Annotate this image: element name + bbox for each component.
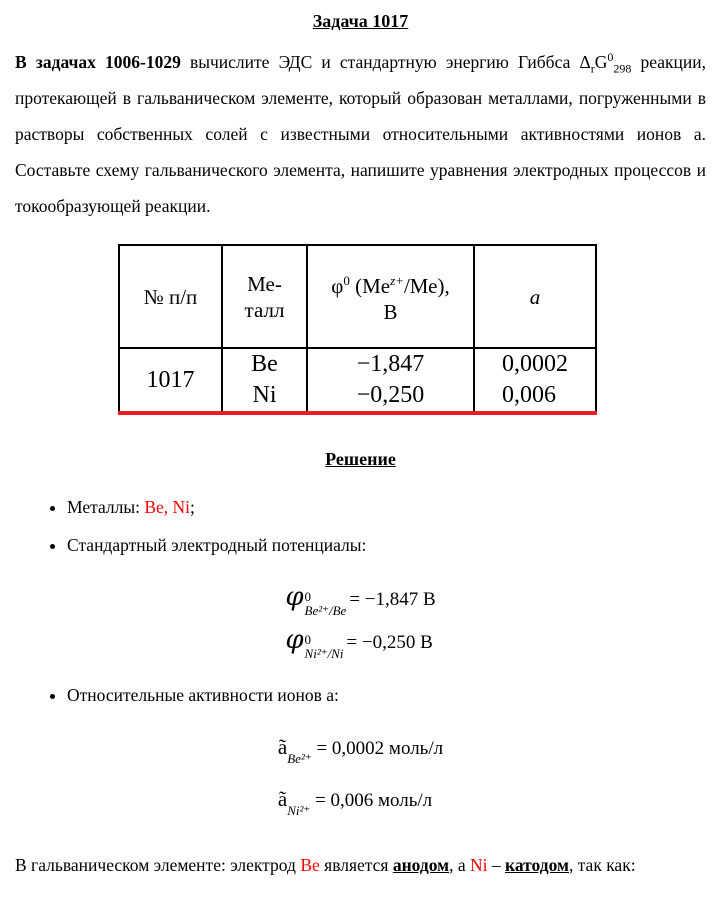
a-tilde-symbol: ã xyxy=(277,735,288,759)
phi-symbol: φ xyxy=(285,582,304,612)
cell-potentials xyxy=(307,348,474,413)
conclusion-paragraph xyxy=(15,847,706,883)
statement-text-2: реакции, протекающей в гальваническом элементе, который образован металлами, погруженными в растворы собственных солей с известными относительными активностями ионов а. Составьте схему гальванического элемента, напишите уравнения электродных процессов и токообразующей реакции. xyxy=(15,52,706,216)
activities-bullet-list xyxy=(15,677,706,713)
table-data-row xyxy=(119,348,596,413)
metal-header-line1: Ме- xyxy=(247,271,282,296)
metal-header-line2: талл xyxy=(244,297,285,322)
phi-be-subscript: Be²⁺/Be xyxy=(304,602,347,618)
gibbs-energy-formula xyxy=(579,50,632,76)
cell-metals xyxy=(222,348,307,413)
cell-problem-number: 1017 xyxy=(119,348,222,413)
gibbs-subscript: 298 xyxy=(613,61,632,76)
delta-subscript: r xyxy=(590,61,595,76)
potential-2: −0,250 xyxy=(356,382,425,408)
bullet-metals xyxy=(67,489,706,525)
bullet-potentials: • Стандартный электродный потенциалы: xyxy=(67,527,706,563)
activity-equations xyxy=(278,727,443,831)
metals-data-table xyxy=(118,244,597,415)
problem-range-bold: В задачах 1006-1029 xyxy=(15,52,181,72)
metals-end: ; xyxy=(190,497,195,517)
equation-phi-ni xyxy=(285,620,435,663)
potential-1: −1,847 xyxy=(356,351,425,377)
activity-1: 0,0002 xyxy=(502,351,568,377)
problem-statement xyxy=(15,44,706,224)
phi-mid-text: (Me xyxy=(349,274,391,298)
conclusion-text-5: , так как: xyxy=(568,855,636,876)
a-be-subscript: Be²⁺ xyxy=(287,751,312,767)
delta-symbol: Δ xyxy=(579,52,591,72)
phi-tail-text: /Ме), xyxy=(403,274,450,298)
phi-ni-value: = −0,250 В xyxy=(346,632,433,653)
metal-2: Ni xyxy=(252,382,277,408)
metal-be-red: Be xyxy=(300,855,320,876)
problem-title: Задача 1017 xyxy=(312,11,409,31)
statement-text-1: вычислите ЭДС и стандартную энергию Гиббса xyxy=(180,52,580,72)
header-cell-potential xyxy=(307,245,474,348)
metal-ni-red: Ni xyxy=(470,855,488,876)
conclusion-text-1: В гальваническом элементе: электрод xyxy=(15,855,301,876)
cathode-term: катодом xyxy=(505,855,569,876)
equation-a-be xyxy=(278,727,443,779)
metals-values-red: Be, Ni xyxy=(144,497,191,517)
a-ni-value: = 0,006 моль/л xyxy=(315,790,433,812)
activity-2: 0,006 xyxy=(502,382,556,408)
phi-superscript: 0 xyxy=(343,273,350,288)
solution-bullet-list xyxy=(15,489,706,563)
phi-be-supsub xyxy=(305,590,347,617)
phi-be-value: = −1,847 В xyxy=(349,589,436,610)
phi-ni-subscript: Ni²⁺/Ni xyxy=(304,645,344,661)
conclusion-text-3: , а xyxy=(449,855,471,876)
a-ni-subscript: Ni²⁺ xyxy=(287,803,311,819)
cell-activities xyxy=(474,348,596,413)
anode-term: анодом xyxy=(392,855,450,876)
bullet-activities: • Относительные активности ионов а: xyxy=(67,677,706,713)
potential-equations xyxy=(285,577,435,663)
table-header-row xyxy=(119,245,596,348)
a-be-value: = 0,0002 моль/л xyxy=(316,738,444,759)
phi-ni-superscript: 0 xyxy=(304,632,312,648)
metals-label: Металлы: xyxy=(67,497,145,517)
phi-symbol: φ xyxy=(331,274,344,298)
header-cell-number: № п/п xyxy=(119,245,222,348)
phi-symbol: φ xyxy=(285,625,304,655)
a-tilde-symbol: ã xyxy=(277,787,288,812)
header-cell-activity: a xyxy=(474,245,596,348)
solution-heading: Решение xyxy=(325,449,396,469)
equation-phi-be xyxy=(285,577,435,620)
page xyxy=(0,6,721,922)
equation-a-ni xyxy=(278,779,443,831)
phi-ni-supsub xyxy=(305,633,344,660)
conclusion-text-2: является xyxy=(319,855,393,876)
phi-be-superscript: 0 xyxy=(304,589,312,605)
gibbs-superscript: 0 xyxy=(607,50,614,65)
metal-1: Be xyxy=(251,351,278,377)
gibbs-symbol: G xyxy=(594,52,608,72)
conclusion-text-4: – xyxy=(487,855,506,876)
ion-charge-superscript: z+ xyxy=(390,273,404,288)
header-cell-metal xyxy=(222,245,307,348)
volts-unit: В xyxy=(383,300,398,324)
